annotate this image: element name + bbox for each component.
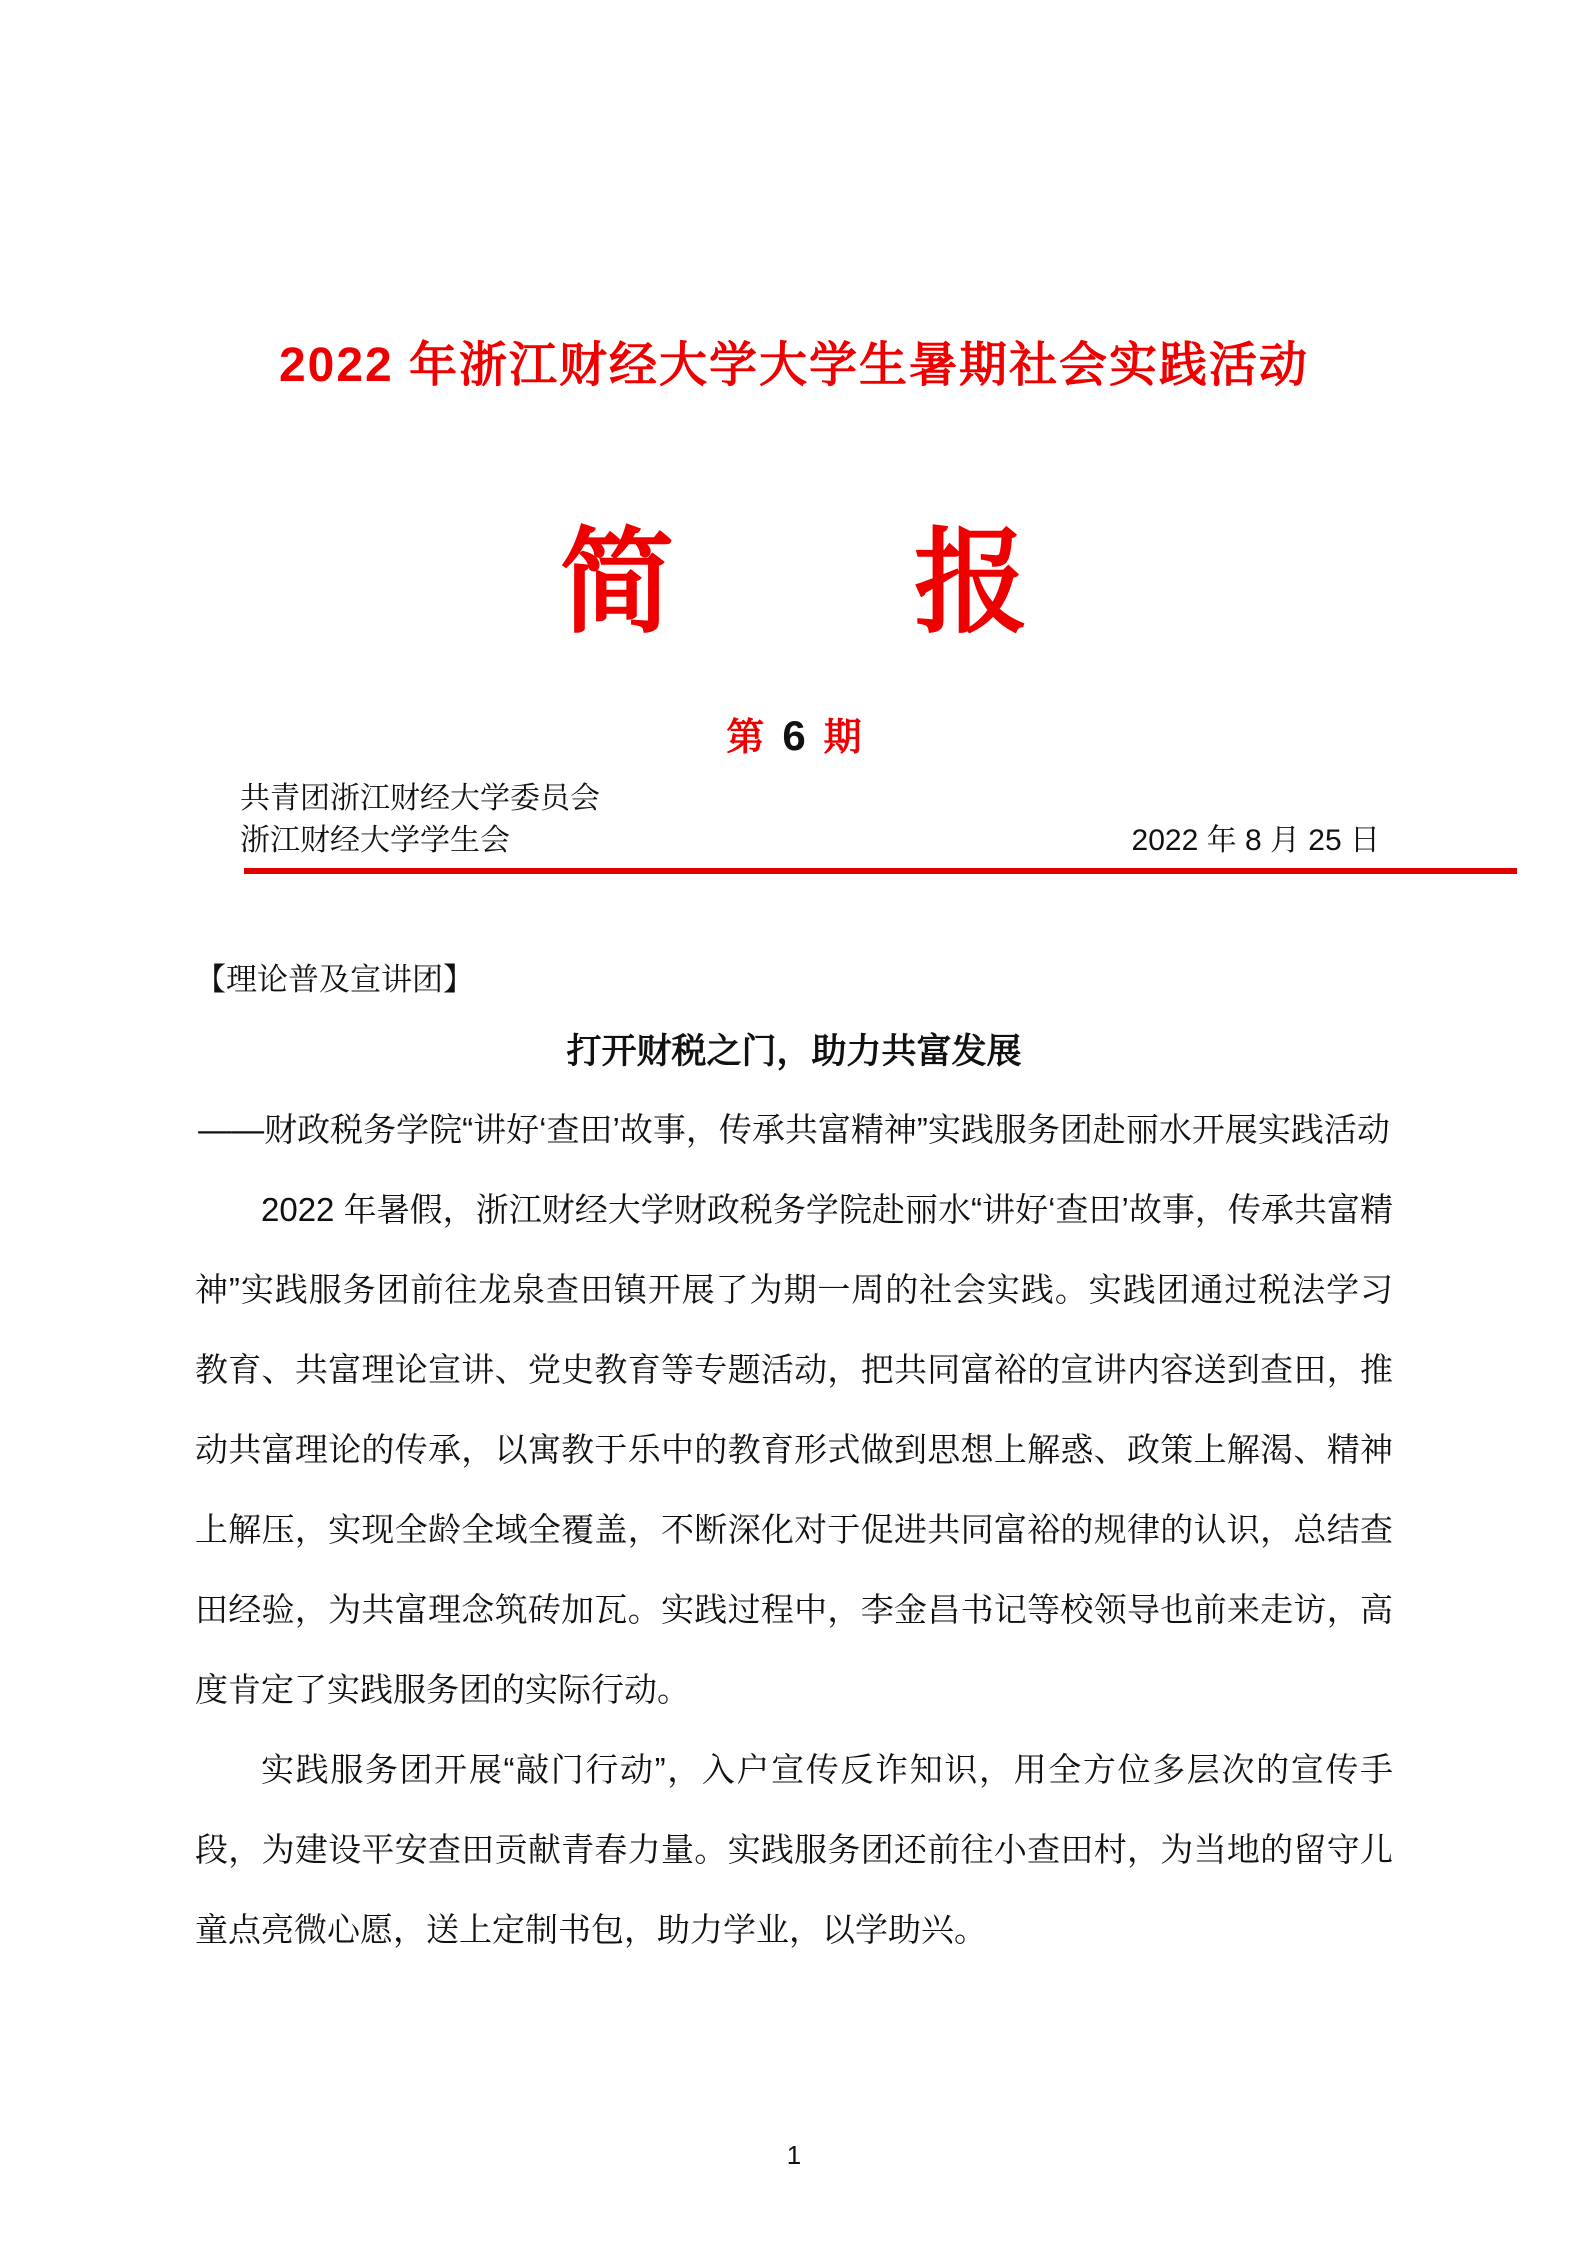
- article: [195, 958, 1393, 1970]
- issue-line: [0, 706, 1588, 761]
- article-subtitle: ——财政税务学院“讲好‘查田’故事，传承共富精神”实践服务团赴丽水开展实践活动: [198, 1111, 1390, 1148]
- org-line-committee: 共青团浙江财经大学委员会: [240, 782, 600, 815]
- issue-suffix: 期: [823, 717, 862, 759]
- header-divider-rule: [244, 868, 1517, 874]
- org-line-student-union: 浙江财经大学学生会: [240, 824, 510, 857]
- brief-title: [0, 516, 1588, 653]
- issue-prefix: 第: [726, 717, 765, 759]
- issuing-orgs: [240, 778, 600, 862]
- article-paragraph-2: 实践服务团开展“敲门行动”，入户宣传反诈知识，用全方位多层次的宣传手段，为建设平安查田贡献青春力量。实践服务团还前往小查田村，为当地的留守儿童点亮微心愿，送上定制书包，助力学业，以学助兴。: [195, 1751, 1393, 1948]
- brief-title-char-bao: 报: [914, 520, 1029, 647]
- brief-title-char-jian: 简: [559, 520, 674, 647]
- issue-number: 6: [782, 712, 806, 759]
- main-title: 2022 年浙江财经大学大学生暑期社会实践活动: [278, 339, 1310, 392]
- section-label: 【理论普及宣讲团】: [195, 962, 474, 997]
- article-paragraph-1: 2022 年暑假，浙江财经大学财政税务学院赴丽水“讲好‘查田’故事，传承共富精神”实践服务团前往龙泉查田镇开展了为期一周的社会实践。实践团通过税法学习教育、共富理论宣讲、党史教育等专题活动，把共同富裕的宣讲内容送到查田，推动共富理论的传承，以寓教于乐中的教育形式做到思想上解惑、政策上解渴、精神上解压，实现全龄全域全覆盖，不断深化对于促进共同富裕的规律的认识，总结查田经验，为共富理念筑砖加瓦。实践过程中，李金昌书记等校领导也前来走访，高度肯定了实践服务团的实际行动。: [195, 1191, 1393, 1708]
- page-number: 1: [786, 2140, 802, 2170]
- header-meta-row: [240, 778, 1380, 862]
- issue-date: 2022 年 8 月 25 日: [1131, 824, 1380, 857]
- article-title: 打开财税之门，助力共富发展: [566, 1032, 1022, 1071]
